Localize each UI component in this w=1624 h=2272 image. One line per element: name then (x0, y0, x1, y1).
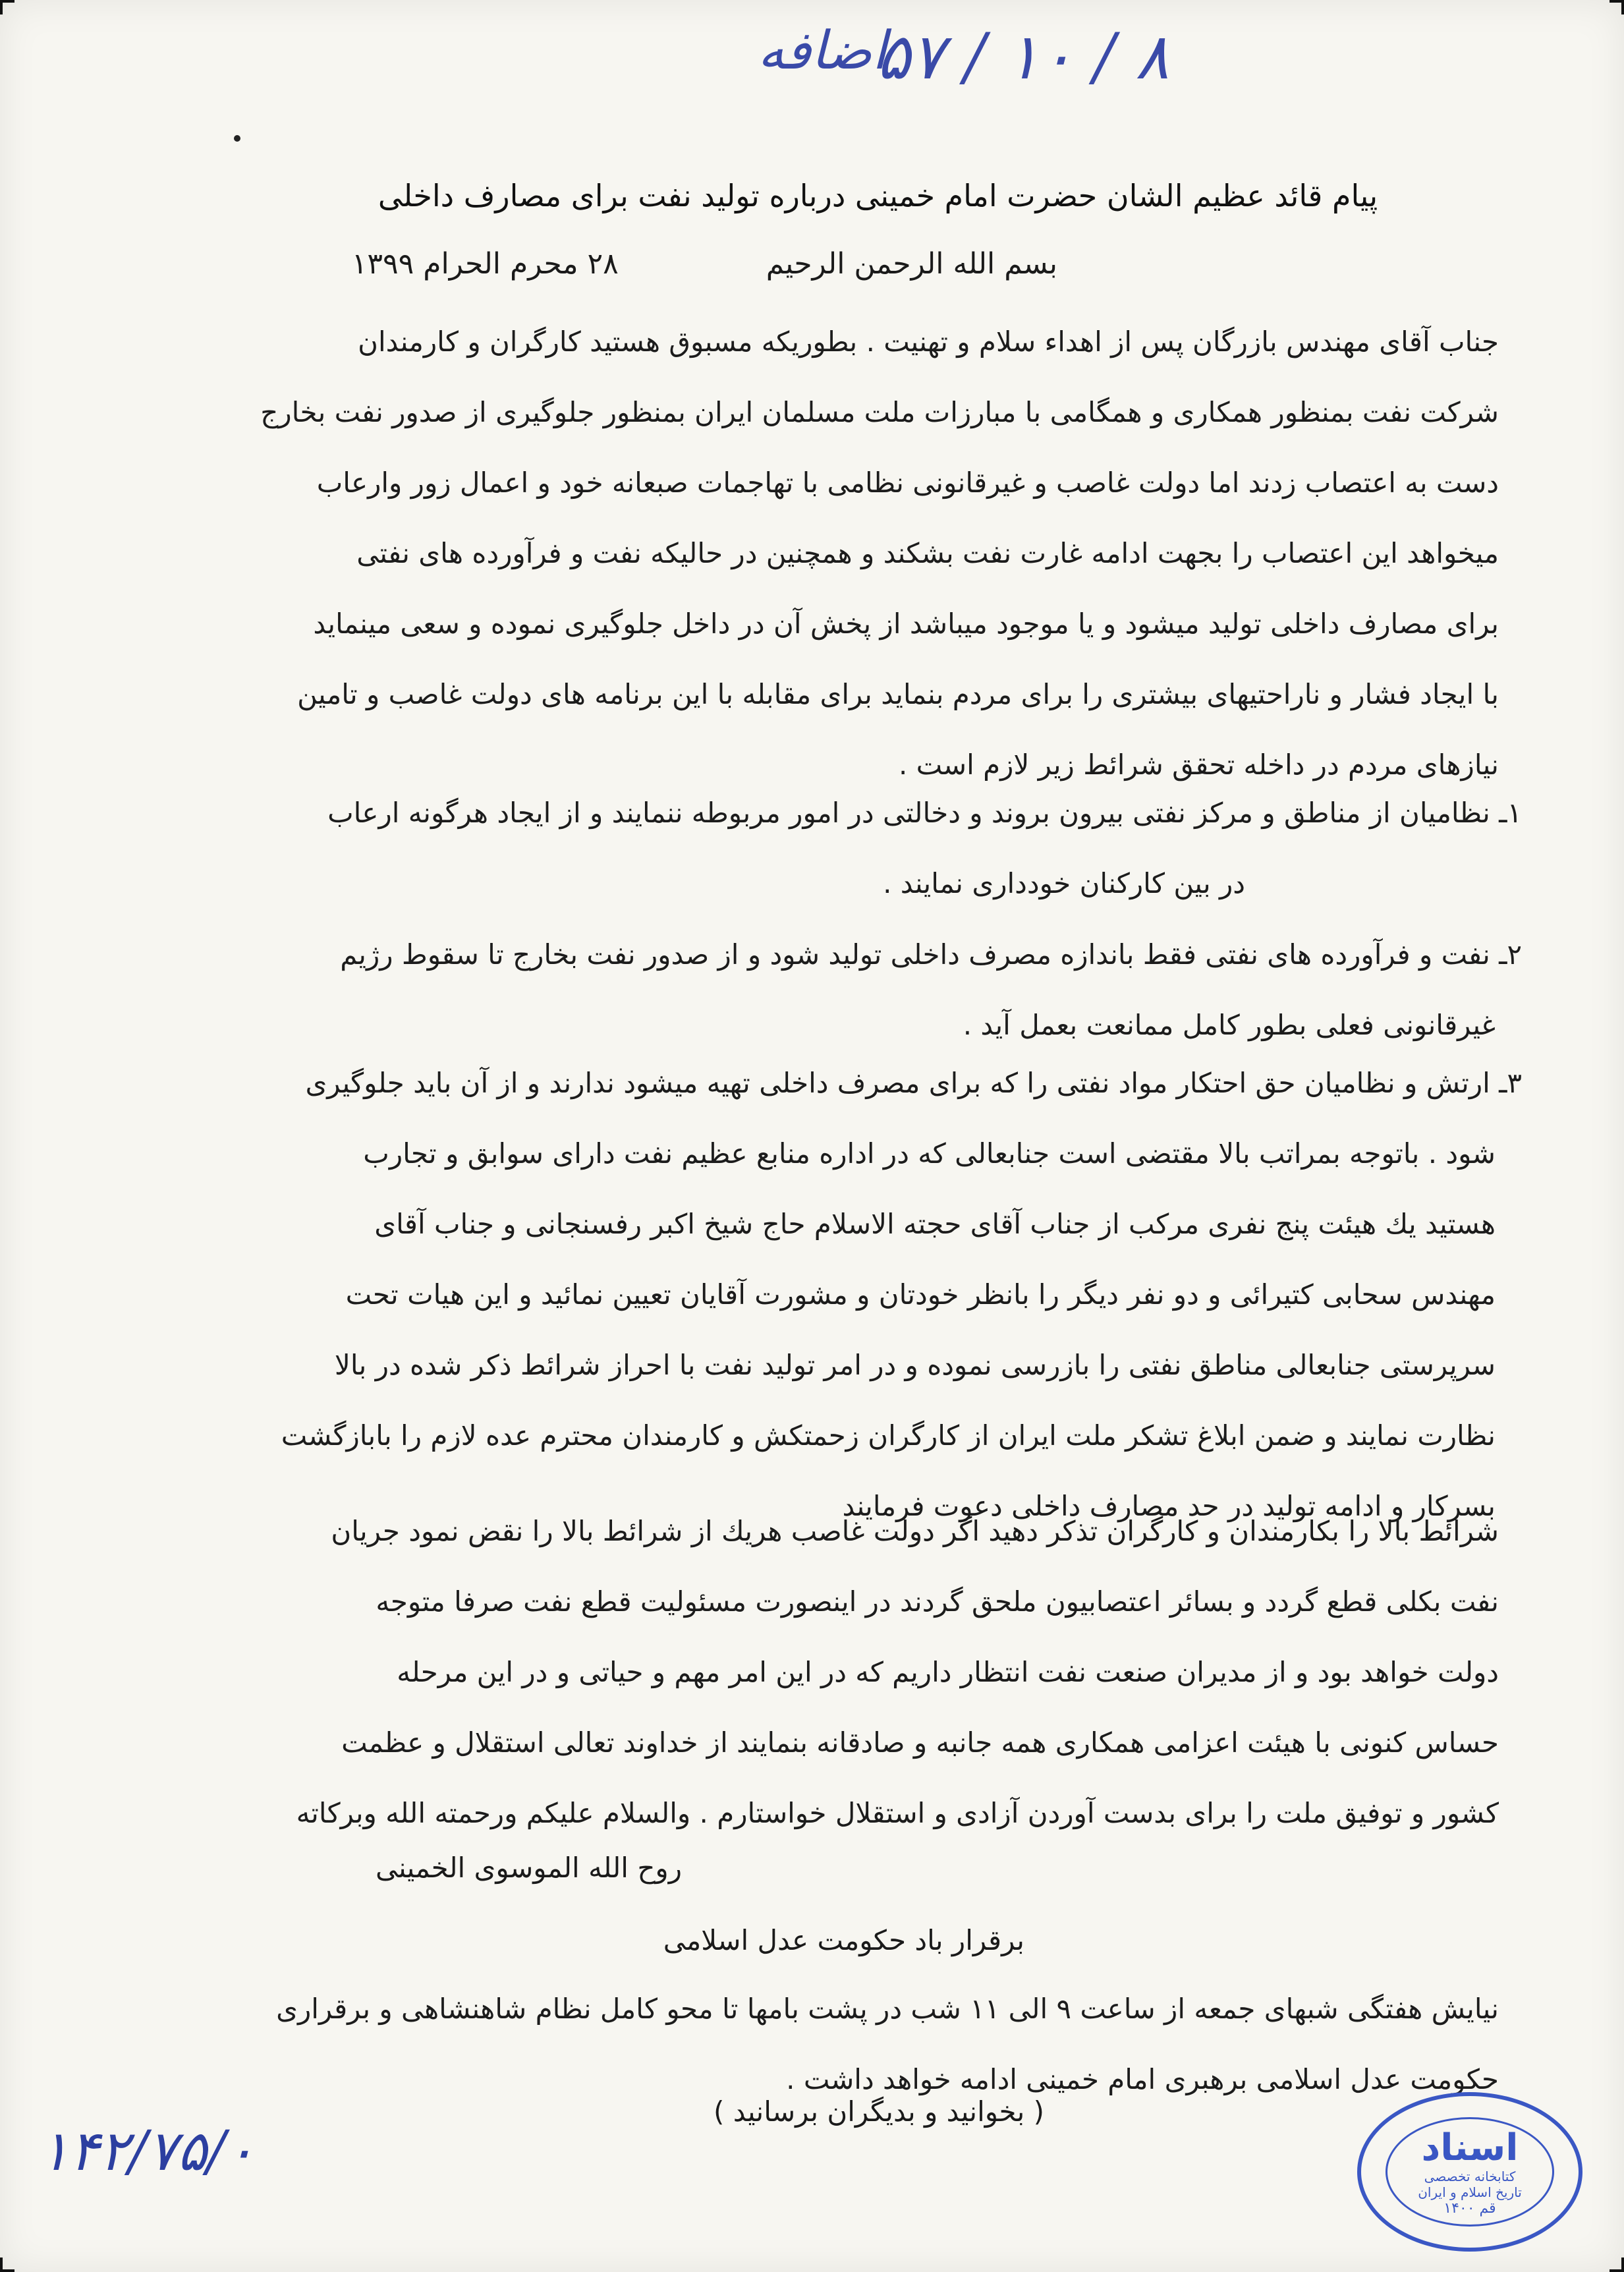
item-line: مهندس سحابی کتیرائی و دو نفر دیگر را بانظر خودتان و مشورت آقایان تعیین نمائید و این هیات تحت (345, 1278, 1496, 1311)
handwritten-date: ۸ / ۱۰ / ۵۷ (876, 20, 1169, 94)
item-3 (152, 1048, 1522, 1541)
ink-dot (234, 135, 240, 142)
body-paragraph (152, 306, 1499, 800)
body-line: دست به اعتصاب زدند اما دولت غاصب و غیرقانونی نظامی با تهاجمات صبعانه خود و اعمال زور وارعاب (316, 467, 1499, 499)
item-line: هستید یك هیئت پنج نفری مرکب از جناب آقای حجته الاسلام حاج شیخ اکبر رفسنجانی و جناب آقای (374, 1208, 1496, 1240)
closing-line: کشور و توفیق ملت را برای بدست آوردن آزادی و استقلال خواستارم . والسلام علیکم ورحمته الله وبرکاته (296, 1797, 1499, 1829)
item-line: شود . باتوجه بمراتب بالا مقتضی است جنابعالی که در اداره منابع عظیم نفت دارای سوابق و تجارب (363, 1137, 1496, 1170)
stamp-line: کتابخانه تخصصی (1424, 2168, 1516, 2184)
handwritten-note: اضافه (758, 20, 887, 81)
body-line: نیازهای مردم در داخله تحقق شرائط زیر لازم است . (898, 749, 1499, 781)
stamp-line: قم ۱۴۰۰ (1443, 2200, 1496, 2217)
closing-note: ( بخوانید و بدیگران برسانید ) (714, 2095, 1044, 2128)
item-line: غیرقانونی فعلی بطور کامل ممانعت بعمل آید . (963, 1009, 1496, 1041)
item-line: سرپرستی جنابعالی مناطق نفتی را بازرسی نموده و در امر تولید نفت با احراز شرائط ذکر شده در بالا (334, 1349, 1496, 1381)
body-line: میخواهد این اعتصاب را بجهت ادامه غارت نفت بشکند و همچنین در حالیکه نفت و فرآورده های نفتی (356, 537, 1499, 569)
item-line: ۲ـ نفت و فرآورده های نفتی فقط باندازه مصرف داخلی تولید شود و از صدور نفت بخارج تا سقوط رژیم (340, 938, 1522, 971)
stamp-title: اسناد (1421, 2126, 1519, 2169)
body-line: با ایجاد فشار و ناراحتیهای بیشتری را برای مردم بنماید برای مقابله با این برنامه های دولت غاصب و تامین (297, 678, 1499, 710)
corner-mark (0, 0, 14, 14)
closing-line: حساس کنونی با هیئت اعزامی همکاری همه جانبه و صادقانه بنمایند از خداوند تعالی استقلال و عظمت (341, 1726, 1499, 1759)
archive-stamp (1357, 2092, 1582, 2252)
corner-mark (1610, 0, 1624, 14)
body-line: شرکت نفت بمنظور همکاری و همگامی با مبارزات ملت مسلمان ایران بمنظور جلوگیری از صدور نفت بخارج (260, 396, 1499, 428)
item-2 (152, 919, 1522, 1060)
stamp-line: تاریخ اسلام و ایران (1418, 2184, 1522, 2200)
signature: روح الله الموسوی الخمینی (375, 1852, 682, 1884)
closing-paragraph (99, 1496, 1499, 1848)
document-title: پیام قائد عظیم الشان حضرت امام خمینی درباره تولید نفت برای مصارف داخلی (378, 178, 1378, 213)
item-line: بسرکار و ادامه تولید در حد مصارف داخلی دعوت فرمایند (842, 1490, 1496, 1522)
document-date: ۲۸ محرم الحرام ۱۳۹۹ (351, 247, 619, 281)
item-line: نظارت نمایند و ضمن ابلاغ تشکر ملت ایران از کارگران زحمتکش و کارمندان محترم عده لازم را بابازگشت (281, 1419, 1496, 1452)
slogan-paragraph (99, 1974, 1499, 2115)
bismillah-line (213, 247, 1057, 281)
item-1 (152, 778, 1522, 919)
corner-mark (0, 2258, 14, 2272)
bismillah: بسم الله الرحمن الرحیم (766, 247, 1057, 281)
body-line: برای مصارف داخلی تولید میشود و یا موجود میباشد از پخش آن در داخل جلوگیری نموده و سعی مینماید (313, 608, 1499, 640)
item-line: در بین کارکنان خودداری نمایند . (883, 867, 1245, 899)
closing-line: دولت خواهد بود و از مدیران صنعت نفت انتظار داریم که در این امر مهم و حیاتی و در این مرحله (397, 1656, 1499, 1688)
slogan-line: نیایش هفتگی شبهای جمعه از ساعت ۹ الی ۱۱ شب در پشت بامها تا محو کامل نظام شاهنشاهی و برقراری (276, 1993, 1499, 2025)
item-line: ۱ـ نظامیان از مناطق و مرکز نفتی بیرون بروند و دخالتی در امور مربوطه ننمایند و از ایجاد هرگونه ارعاب (327, 797, 1522, 829)
corner-mark (1610, 2258, 1624, 2272)
closing-line: شرائط بالا را بکارمندان و کارگران تذکر دهید اگر دولت غاصب هریك از شرائط بالا را نقض نمود جریان (331, 1515, 1499, 1547)
slogan-title: برقرار باد حکومت عدل اسلامی (663, 1924, 1024, 1956)
item-line: ۳ـ ارتش و نظامیان حق احتکار مواد نفتی را که برای مصرف داخلی تهیه میشود ندارند و از آن باید جلوگیری (305, 1067, 1522, 1099)
body-line: جناب آقای مهندس بازرگان پس از اهداء سلام و تهنیت . بطوریکه مسبوق هستید کارگران و کارمندان (358, 326, 1499, 358)
handwritten-reference: ۱۴۲/۷۵/۰ (40, 2118, 256, 2183)
closing-line: نفت بکلی قطع گردد و بسائر اعتصابیون ملحق گردند در اینصورت مسئولیت قطع نفت صرفا متوجه (376, 1585, 1499, 1618)
slogan-line: حکومت عدل اسلامی برهبری امام خمینی ادامه خواهد داشت . (786, 2063, 1499, 2095)
stamp-inner-ring (1386, 2117, 1554, 2227)
